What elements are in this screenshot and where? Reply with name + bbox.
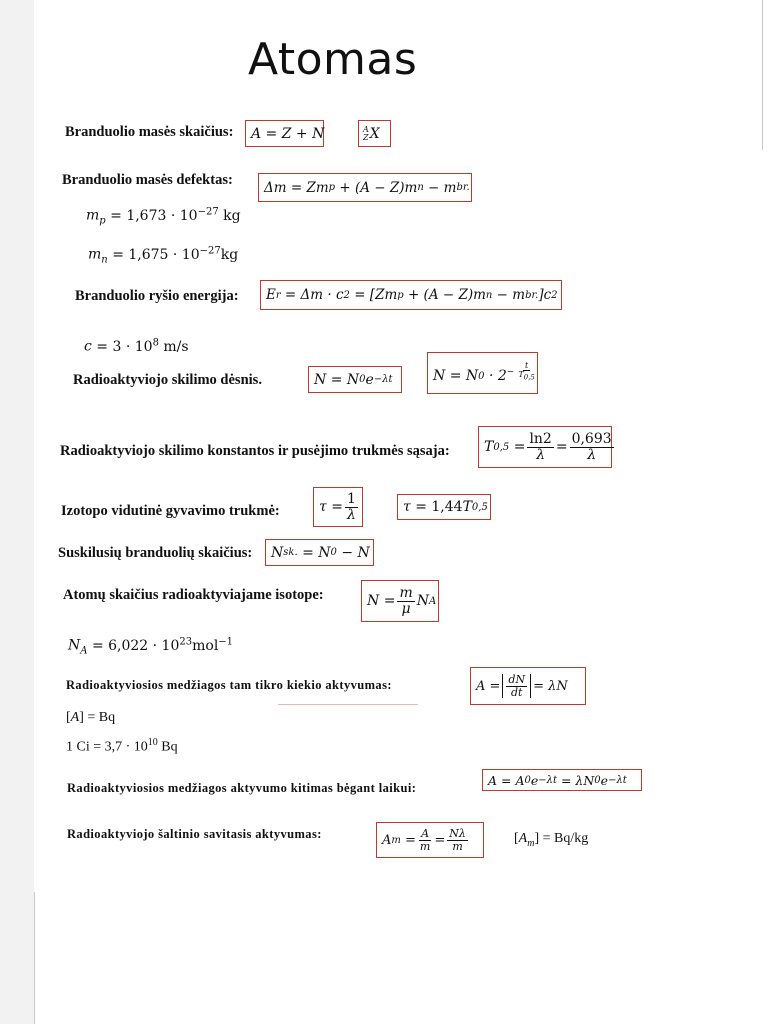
neutron-mass: $m_n = 1,675 \cdot 10^{-27}kg$ (88, 245, 239, 266)
decayed-nuclei-label: Suskilusių branduolių skaičius: (58, 545, 253, 561)
activity-change-label: Radioaktyviosios medžiagos aktyvumo kitimas bėgant laikui: (67, 781, 417, 795)
specific-activity-formula: A m = $\frac{A}{m}$ = $\frac{N\lambda}{m}$ (376, 822, 484, 858)
lifetime-label: Izotopo vidutinė gyvavimo trukmė: (61, 503, 280, 519)
mass-number-formula: A = Z + N (245, 120, 324, 147)
atom-count-label: Atomų skaičius radioaktyviajame isotope: (63, 587, 324, 603)
half-life-label: Radioaktyviojo skilimo konstantos ir pusėjimo trukmės sąsaja: (60, 443, 450, 459)
speed-of-light: $c = 3 \cdot 10^8$ m/s (84, 337, 189, 355)
nuclide-notation: A Z X (358, 120, 391, 147)
mass-defect-formula: Δm = Zm p + (A − Z)m n − m br. (258, 173, 472, 202)
underline-mark (278, 704, 418, 705)
proton-mass: $m_p = 1,673 \cdot 10^{-27}$ kg (86, 206, 241, 227)
specific-activity-unit: $[A_m] = Bq/kg$ (514, 831, 589, 849)
activity-change-formula: A = A 0 e −λt = λN 0 e −λt (482, 769, 642, 791)
mass-defect-label: Branduolio masės defektas: (62, 172, 233, 188)
binding-energy-label: Branduolio ryšio energija: (75, 288, 239, 304)
lifetime-formula: τ = $\frac{1}{\lambda}$ (313, 487, 363, 527)
lifetime-half-life-formula: τ = 1,44 T 0,5 (397, 494, 491, 520)
curie-definition: 1 $Ci = 3,7 \cdot 10^{10}$ Bq (66, 737, 178, 755)
mass-number-label: Branduolio masės skaičius: (65, 124, 234, 140)
page-title: Atomas (248, 34, 418, 85)
decay-law-half-life-form: N = N 0 · 2 $^{- \frac{t}{T_{0,5}}}$ (427, 352, 538, 394)
decayed-nuclei-formula: N sk. = N 0 − N (265, 539, 374, 566)
avogadro-number: $N_A = 6,022 \cdot 10^{23}mol^{-1}$ (68, 636, 234, 657)
right-edge-line (762, 0, 763, 150)
half-life-formula: T 0,5 = $\frac{\ln 2}{\lambda}$ = $\frac{0,693}{\lambda}$ (478, 426, 612, 468)
binding-energy-formula: E r = Δm · c 2 = [Zm p + (A − Z)m n − m br. ]c 2 (260, 280, 562, 310)
decay-law-exponential: N = N 0 e −λt (308, 366, 402, 393)
activity-formula: A = $\frac{dN}{dt}$ = λN (470, 667, 586, 705)
left-edge-line (34, 892, 35, 1024)
decay-law-label: Radioaktyviojo skilimo dėsnis. (73, 372, 262, 388)
atom-count-formula: N = $\frac{m}{\mu}$ N A (361, 580, 439, 622)
specific-activity-label: Radioaktyviojo šaltinio savitasis aktyvumas: (67, 827, 322, 841)
activity-label: Radioaktyviosios medžiagos tam tikro kiekio aktyvumas: (66, 678, 392, 692)
activity-unit: [A] = Bq (66, 710, 116, 725)
